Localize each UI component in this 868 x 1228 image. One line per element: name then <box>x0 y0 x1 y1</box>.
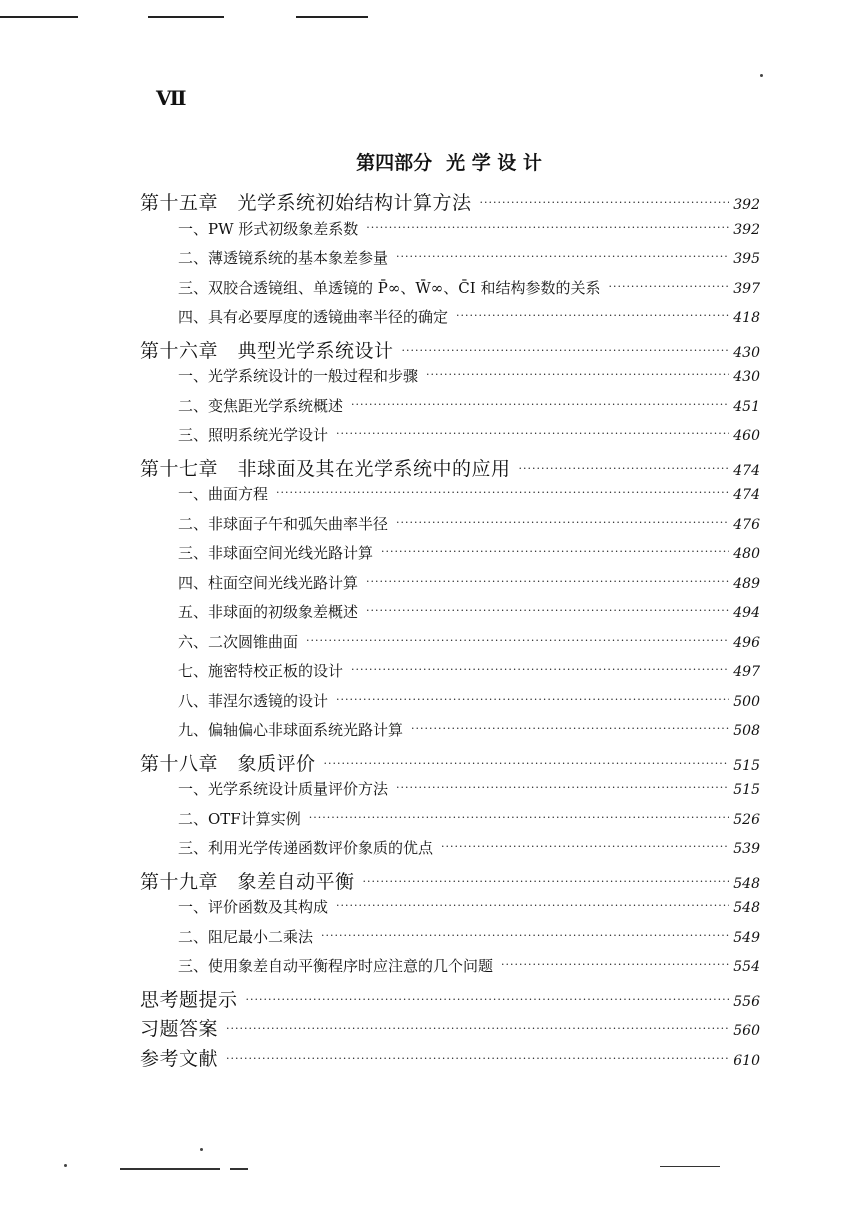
toc-section-entry <box>140 542 760 572</box>
table-of-contents <box>140 188 760 1073</box>
toc-entry-page: 549 <box>733 929 760 946</box>
scan-rule <box>660 1166 720 1167</box>
dot-leader <box>309 811 730 824</box>
toc-section-entry <box>140 690 760 720</box>
toc-entry-title: 二、阻尼最小二乘法 <box>178 927 314 946</box>
toc-entry-title: 五、非球面的初级象差概述 <box>178 603 359 621</box>
toc-section-entry <box>140 247 760 277</box>
toc-entry-page: 539 <box>733 841 760 857</box>
dot-leader <box>396 781 729 794</box>
dot-leader <box>441 840 729 853</box>
scan-speck <box>64 1164 67 1167</box>
toc-entry-title: 八、菲涅尔透镜的设计 <box>178 691 329 710</box>
toc-section-entry <box>140 277 760 307</box>
dot-leader <box>226 1022 729 1035</box>
toc-entry-title: 四、具有必要厚度的透镜曲率半径的确定 <box>178 308 449 326</box>
toc-chapter-entry <box>140 867 760 897</box>
toc-entry-title: 参考文献 <box>140 1047 219 1070</box>
dot-leader <box>351 398 729 411</box>
toc-entry-page: 554 <box>733 959 760 975</box>
toc-entry-page: 430 <box>733 369 760 385</box>
toc-entry-title: 一、评价函数及其构成 <box>178 898 329 916</box>
dot-leader <box>321 929 729 942</box>
part-subject: 光 学 设 计 <box>446 152 542 174</box>
toc-entry-title: 第十五章 光学系统初始结构计算方法 <box>140 192 472 214</box>
scan-speck <box>200 1148 203 1151</box>
toc-entry-page: 451 <box>733 398 760 415</box>
toc-entry-page: 489 <box>733 575 760 592</box>
page-number: Ⅶ <box>156 86 185 110</box>
toc-entry-page: 397 <box>733 280 760 297</box>
dot-leader <box>426 368 729 381</box>
dot-leader <box>226 1052 729 1065</box>
dot-leader <box>336 693 729 706</box>
toc-entry-title: 三、照明系统光学设计 <box>178 426 329 444</box>
toc-entry-page: 548 <box>733 900 760 916</box>
toc-entry-page: 515 <box>733 782 760 798</box>
toc-section-entry <box>140 955 760 985</box>
toc-entry-page: 526 <box>733 811 760 828</box>
toc-chapter-entry <box>140 1014 760 1044</box>
toc-section-entry <box>140 926 760 956</box>
toc-section-entry <box>140 601 760 631</box>
toc-entry-page: 556 <box>733 993 760 1010</box>
toc-section-entry <box>140 896 760 926</box>
toc-entry-page: 474 <box>733 487 760 503</box>
toc-entry-page: 494 <box>733 605 760 621</box>
toc-section-entry <box>140 631 760 661</box>
toc-chapter-entry <box>140 985 760 1015</box>
toc-entry-page: 548 <box>733 875 760 892</box>
toc-section-entry <box>140 218 760 248</box>
part-label: 第四部分 <box>356 152 433 174</box>
dot-leader <box>363 875 730 888</box>
toc-section-entry <box>140 424 760 454</box>
scan-rule <box>0 16 78 18</box>
toc-entry-page: 496 <box>733 634 760 651</box>
dot-leader <box>381 545 729 558</box>
toc-entry-page: 480 <box>733 546 760 562</box>
toc-entry-title: 一、光学系统设计质量评价方法 <box>178 780 389 798</box>
toc-entry-title: 四、柱面空间光线光路计算 <box>178 573 359 592</box>
toc-chapter-entry <box>140 336 760 366</box>
toc-entry-page: 460 <box>733 428 760 444</box>
toc-entry-title: 三、使用象差自动平衡程序时应注意的几个问题 <box>178 957 494 975</box>
toc-entry-page: 500 <box>733 693 760 710</box>
dot-leader <box>336 427 729 440</box>
dot-leader <box>396 516 729 529</box>
dot-leader <box>246 993 730 1006</box>
toc-entry-title: 二、OTF计算实例 <box>178 809 301 828</box>
toc-section-entry <box>140 837 760 867</box>
dot-leader <box>351 663 729 676</box>
toc-chapter-entry <box>140 1044 760 1074</box>
toc-entry-page: 430 <box>733 344 760 361</box>
toc-section-entry <box>140 660 760 690</box>
toc-section-entry <box>140 365 760 395</box>
toc-entry-title: 三、非球面空间光线光路计算 <box>178 544 374 562</box>
toc-entry-page: 476 <box>733 516 760 533</box>
toc-entry-page: 392 <box>733 221 760 238</box>
toc-section-entry <box>140 306 760 336</box>
dot-leader <box>324 757 730 770</box>
toc-entry-title: 二、变焦距光学系统概述 <box>178 396 344 415</box>
toc-entry-title: 七、施密特校正板的设计 <box>178 662 344 680</box>
dot-leader <box>366 604 729 617</box>
part-title <box>0 148 868 175</box>
toc-section-entry <box>140 483 760 513</box>
scan-speck <box>760 74 763 77</box>
dot-leader <box>456 309 729 322</box>
dot-leader <box>519 462 730 475</box>
toc-chapter-entry <box>140 454 760 484</box>
toc-entry-title: 二、薄透镜系统的基本象差参量 <box>178 249 389 267</box>
toc-chapter-entry <box>140 188 760 218</box>
toc-entry-page: 418 <box>733 310 760 326</box>
toc-entry-title: 三、利用光学传递函数评价象质的优点 <box>178 839 434 857</box>
scan-rule <box>120 1168 220 1170</box>
dot-leader <box>276 486 729 499</box>
toc-entry-page: 515 <box>733 757 760 774</box>
toc-entry-title: 三、双胶合透镜组、单透镜的 P̄∞、W̄∞、C̄Ⅰ 和结构参数的关系 <box>178 278 601 297</box>
dot-leader <box>480 196 730 209</box>
scan-rule <box>296 16 368 18</box>
toc-section-entry <box>140 572 760 602</box>
toc-entry-page: 474 <box>733 462 760 479</box>
dot-leader <box>306 634 729 647</box>
scan-rule <box>230 1168 248 1170</box>
toc-entry-page: 560 <box>733 1023 760 1039</box>
dot-leader <box>396 250 729 263</box>
toc-entry-title: 二、非球面子午和弧矢曲率半径 <box>178 514 389 533</box>
toc-entry-page: 508 <box>733 723 760 739</box>
dot-leader <box>608 280 729 293</box>
dot-leader <box>336 899 729 912</box>
toc-entry-title: 第十九章 象差自动平衡 <box>140 870 355 893</box>
toc-entry-title: 六、二次圆锥曲面 <box>178 632 299 651</box>
dot-leader <box>366 575 729 588</box>
dot-leader <box>366 221 729 234</box>
toc-entry-page: 497 <box>733 664 760 680</box>
toc-entry-title: 九、偏轴偏心非球面系统光路计算 <box>178 721 404 739</box>
toc-entry-page: 395 <box>733 251 760 267</box>
toc-chapter-entry <box>140 749 760 779</box>
toc-entry-title: 习题答案 <box>140 1018 219 1040</box>
scan-rule <box>148 16 224 18</box>
toc-entry-title: 第十六章 典型光学系统设计 <box>140 339 394 362</box>
toc-entry-page: 610 <box>733 1052 760 1069</box>
toc-entry-title: 第十八章 象质评价 <box>140 752 316 775</box>
toc-section-entry <box>140 778 760 808</box>
toc-entry-title: 一、曲面方程 <box>178 485 269 503</box>
dot-leader <box>402 344 730 357</box>
toc-entry-page: 392 <box>733 197 760 213</box>
toc-entry-title: 一、PW 形式初级象差系数 <box>178 219 359 238</box>
toc-entry-title: 思考题提示 <box>140 988 238 1011</box>
toc-section-entry <box>140 395 760 425</box>
dot-leader <box>501 958 729 971</box>
toc-entry-title: 第十七章 非球面及其在光学系统中的应用 <box>140 457 511 480</box>
toc-section-entry <box>140 808 760 838</box>
toc-entry-title: 一、光学系统设计的一般过程和步骤 <box>178 367 419 385</box>
toc-section-entry <box>140 719 760 749</box>
toc-section-entry <box>140 513 760 543</box>
dot-leader <box>411 722 729 735</box>
